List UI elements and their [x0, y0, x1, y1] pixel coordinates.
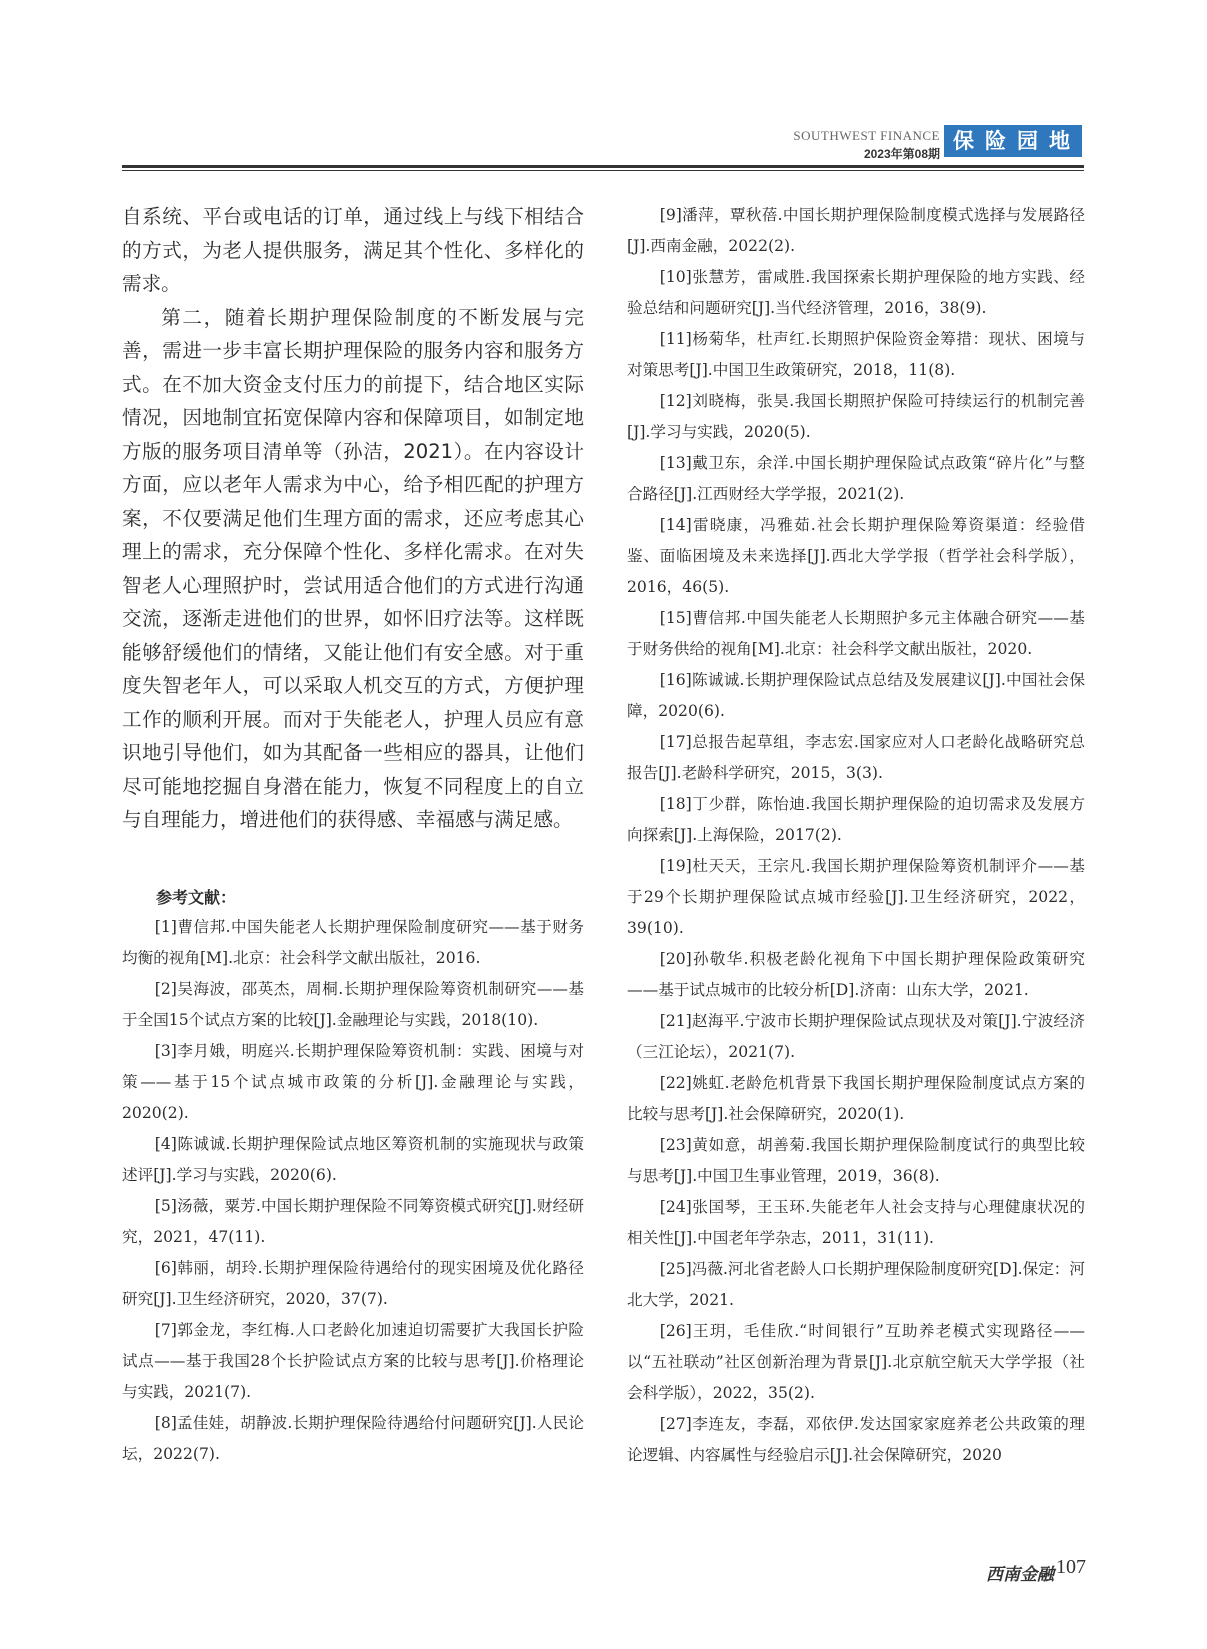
section-badge: 保险园地: [944, 125, 1082, 157]
reference-item: [27]李连友，李磊，邓依伊.发达国家家庭养老公共政策的理论逻辑、内容属性与经验启示[J].社会保障研究，2020: [627, 1415, 1085, 1464]
reference-item: [13]戴卫东，余洋.中国长期护理保险试点政策“碎片化”与整合路径[J].江西财经大学学报，2021(2).: [627, 454, 1085, 503]
reference-item: [12]刘晓梅，张昊.我国长期照护保险可持续运行的机制完善[J].学习与实践，2020(5).: [627, 392, 1085, 441]
reference-item: [16]陈诚诚.长期护理保险试点总结及发展建议[J].中国社会保障，2020(6).: [627, 671, 1085, 720]
reference-item: [21]赵海平.宁波市长期护理保险试点现状及对策[J].宁波经济（三江论坛），2021(7).: [627, 1012, 1085, 1061]
reference-item: [1]曹信邦.中国失能老人长期护理保险制度研究——基于财务均衡的视角[M].北京：社会科学文献出版社，2016.: [122, 917, 584, 967]
reference-item: [19]杜天天，王宗凡.我国长期护理保险筹资机制评介——基于29个长期护理保险试点城市经验[J].卫生经济研究，2022，39(10).: [627, 857, 1085, 937]
reference-item: [5]汤薇，粟芳.中国长期护理保险不同筹资模式研究[J].财经研究，2021，47(11).: [122, 1196, 584, 1246]
reference-item: [24]张国琴，王玉环.失能老年人社会支持与心理健康状况的相关性[J].中国老年学杂志，2011，31(11).: [627, 1198, 1085, 1247]
reference-item: [17]总报告起草组，李志宏.国家应对人口老龄化战略研究总报告[J].老龄科学研究，2015，3(3).: [627, 733, 1085, 782]
reference-item: [26]王玥，毛佳欣.“时间银行”互助养老模式实现路径——以“五社联动”社区创新治理为背景[J].北京航空航天大学学报（社会科学版），2022，35(2).: [627, 1322, 1085, 1402]
body-paragraph: 自系统、平台或电话的订单，通过线上与线下相结合的方式，为老人提供服务，满足其个性化、多样化的需求。: [122, 205, 584, 295]
reference-item: [3]李月娥，明庭兴.长期护理保险筹资机制：实践、困境与对策——基于15个试点城市政策的分析[J].金融理论与实践，2020(2).: [122, 1041, 584, 1122]
reference-item: [9]潘萍，覃秋蓓.中国长期护理保险制度模式选择与发展路径[J].西南金融，2022(2).: [627, 206, 1085, 255]
reference-item: [8]孟佳娃，胡静波.长期护理保险待遇给付问题研究[J].人民论坛，2022(7).: [122, 1413, 584, 1463]
journal-chinese-name: 西南金融: [986, 1565, 1054, 1585]
reference-item: [20]孙敬华.积极老龄化视角下中国长期护理保险政策研究——基于试点城市的比较分析[D].济南：山东大学，2021.: [627, 950, 1085, 999]
reference-item: [4]陈诚诚.长期护理保险试点地区筹资机制的实施现状与政策述评[J].学习与实践，2020(6).: [122, 1134, 584, 1184]
body-paragraph: 第二，随着长期护理保险制度的不断发展与完善，需进一步丰富长期护理保险的服务内容和服务方式。在不加大资金支付压力的前提下，结合地区实际情况，因地制宜拓宽保障内容和保障项目，如制定地方版的服务项目清单等（孙洁，2021）。在内容设计方面，应以老年人需求为中心，给予相匹配的护理方案，不仅要满足他们生理方面的需求，还应考虑其心理上的需求，充分保障个性化、多样化需求。在对失智老人心理照护时，尝试用适合他们的方式进行沟通交流，逐渐走进他们的世界，如怀旧疗法等。这样既能够舒缓他们的情绪，又能让他们有安全感。对于重度失智老年人，可以采取人机交互的方式，方便护理工作的顺利开展。而对于失能老人，护理人员应有意识地引导他们，如为其配备一些相应的器具，让他们尽可能地挖掘自身潜在能力，恢复不同程度上的自立与自理能力，增进他们的获得感、幸福感与满足感。: [122, 305, 584, 831]
reference-item: [10]张慧芳，雷咸胜.我国探索长期护理保险的地方实践、经验总结和问题研究[J].当代经济管理，2016，38(9).: [627, 268, 1085, 317]
reference-item: [22]姚虹.老龄危机背景下我国长期护理保险制度试点方案的比较与思考[J].社会保障研究，2020(1).: [627, 1074, 1085, 1123]
right-column: [627, 200, 1085, 1471]
page-number: 107: [1056, 1556, 1086, 1578]
journal-english-name: SOUTHWEST FINANCE: [793, 128, 940, 143]
reference-item: [11]杨菊华，杜声红.长期照护保险资金筹措：现状、困境与对策思考[J].中国卫生政策研究，2018，11(8).: [627, 330, 1085, 379]
header-rule-thin: [122, 170, 1084, 171]
reference-item: [15]曹信邦.中国失能老人长期照护多元主体融合研究——基于财务供给的视角[M].北京：社会科学文献出版社，2020.: [627, 609, 1085, 658]
reference-item: [2]吴海波，邵英杰，周桐.长期护理保险筹资机制研究——基于全国15个试点方案的比较[J].金融理论与实践，2018(10).: [122, 979, 584, 1029]
reference-item: [14]雷晓康，冯雅茹.社会长期护理保险筹资渠道：经验借鉴、面临困境及未来选择[J].西北大学学报（哲学社会科学版），2016，46(5).: [627, 516, 1085, 596]
left-column: [122, 200, 584, 1470]
reference-item: [23]黄如意，胡善菊.我国长期护理保险制度试行的典型比较与思考[J].中国卫生事业管理，2019，36(8).: [627, 1136, 1085, 1185]
reference-item: [7]郭金龙，李红梅.人口老龄化加速迫切需要扩大我国长护险试点——基于我国28个长护险试点方案的比较与思考[J].价格理论与实践，2021(7).: [122, 1320, 584, 1401]
references-heading: 参考文献：: [156, 887, 237, 907]
reference-item: [6]韩丽，胡玲.长期护理保险待遇给付的现实困境及优化路径研究[J].卫生经济研究，2020，37(7).: [122, 1258, 584, 1308]
reference-item: [25]冯薇.河北省老龄人口长期护理保险制度研究[D].保定：河北大学，2021.: [627, 1260, 1085, 1309]
issue-label: 2023年第08期: [863, 147, 940, 161]
reference-item: [18]丁少群，陈怡迪.我国长期护理保险的迫切需求及发展方向探索[J].上海保险，2017(2).: [627, 795, 1085, 844]
header-rule-thick: [122, 165, 1084, 168]
